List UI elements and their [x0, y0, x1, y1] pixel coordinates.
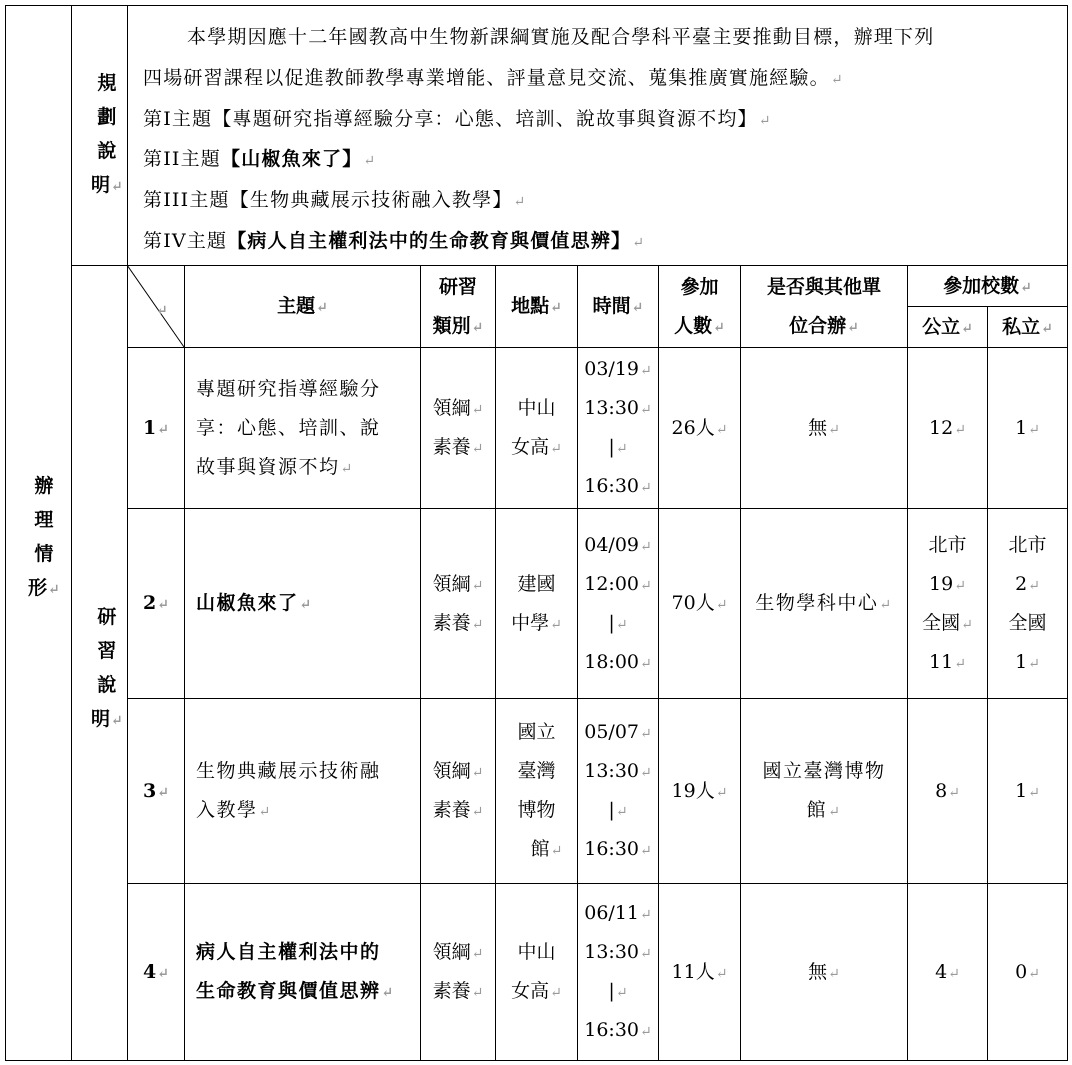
table-row-3-joint: 國立臺灣博物 館↵ — [762, 760, 886, 821]
header-topic: 主題↵ — [277, 295, 328, 317]
table-row-1-time: 03/19↵ 13:30↵ |↵ 16:30↵ — [584, 358, 652, 497]
table-row-3-no: 3↵ — [143, 779, 169, 802]
table-row-4-private: 0↵ — [1015, 960, 1040, 983]
table-row-2-topic: 山椒魚來了↵ — [196, 592, 313, 614]
table-row-4-public: 4↵ — [935, 960, 960, 983]
table-row-1-joint: 無↵ — [808, 416, 840, 439]
plan-theme-1: 第I主題【專題研究指導經驗分享：心態、培訓、說故事與資源不均】↵ — [143, 108, 772, 130]
table-row-3-count: 19人↵ — [671, 779, 728, 802]
border-right — [1067, 5, 1068, 1061]
table-row-4-place: 中山 女高↵ — [511, 941, 562, 1002]
table-row-2-private: 北市 2↵ 全國 1↵ — [1008, 533, 1047, 673]
border-top — [5, 5, 1068, 6]
plan-theme-2: 第II主題【山椒魚來了】↵ — [143, 148, 377, 170]
header-joint: 是否與其他單 位合辦↵ — [766, 275, 881, 337]
table-row-4-time: 06/11↵ 13:30↵ |↵ 16:30↵ — [584, 902, 652, 1041]
table-row-4-count: 11人↵ — [671, 960, 728, 983]
table-row-1-type: 領綱↵ 素養↵ — [432, 397, 484, 458]
plan-line-2: 四場研習課程以促進教師教學專業增能、評量意見交流、蒐集推廣實施經驗。↵ — [143, 67, 844, 89]
section-label-outer: 辦 理 情 形↵ — [28, 475, 60, 599]
table-row-1-place: 中山 女高↵ — [511, 397, 562, 458]
table-row-2-no: 2↵ — [143, 592, 169, 614]
corner-mark: ↵ — [156, 303, 168, 319]
table-row-3-time: 05/07↵ 13:30↵ |↵ 16:30↵ — [584, 721, 652, 860]
border-bottom — [5, 1060, 1068, 1061]
table-row-2-public: 北市 19↵ 全國↵ 11↵ — [922, 533, 973, 673]
border-col3 — [127, 5, 128, 265]
border-col2 — [71, 5, 72, 1061]
table-row-4-type: 領綱↵ 素養↵ — [432, 941, 484, 1002]
table-row-3-public: 8↵ — [935, 779, 960, 802]
section-label-study: 研 習 說 明↵ — [91, 606, 123, 730]
plan-line-1: 本學期因應十二年國教高中生物新課綱實施及配合學科平臺主要推動目標，辦理下列 — [187, 26, 935, 48]
header-private: 私立↵ — [1002, 315, 1053, 338]
header-type: 研習 類別↵ — [432, 275, 484, 337]
table-row-1-topic: 專題研究指導經驗分 享：心態、培訓、說 故事與資源不均↵ — [196, 377, 381, 478]
section-label-plan: 規 劃 說 明↵ — [91, 72, 123, 196]
border-left — [5, 5, 6, 1061]
table-row-2-place: 建國 中學↵ — [511, 572, 562, 634]
table-row-1-private: 1↵ — [1015, 416, 1040, 439]
table-row-4-joint: 無↵ — [808, 960, 840, 983]
header-public: 公立↵ — [922, 315, 973, 338]
header-time: 時間↵ — [592, 295, 644, 317]
table-row-2-count: 70人↵ — [671, 592, 728, 614]
header-count: 參加 人數↵ — [674, 275, 725, 337]
table-row-3-place: 國立 臺灣 博物 館↵ — [517, 721, 563, 860]
table-row-1-public: 12↵ — [929, 416, 966, 439]
table-row-3-type: 領綱↵ 素養↵ — [432, 760, 484, 821]
table-row-2-type: 領綱↵ 素養↵ — [432, 572, 484, 634]
table-row-2-joint: 生物學科中心↵ — [755, 592, 893, 614]
table-row-4-topic: 病人自主權利法中的 生命教育與價值思辨↵ — [196, 941, 395, 1002]
plan-theme-4: 第IV主題【病人自主權利法中的生命教育與價值思辨】↵ — [143, 230, 646, 252]
table-row-2-time: 04/09↵ 12:00↵ |↵ 18:00↵ — [584, 533, 652, 673]
table-row-1-no: 1↵ — [143, 416, 169, 439]
header-place: 地點↵ — [511, 295, 562, 317]
header-schools: 參加校數↵ — [943, 274, 1032, 297]
table-row-3-topic: 生物典藏展示技術融 入教學↵ — [196, 760, 381, 821]
plan-theme-3: 第III主題【生物典藏展示技術融入教學】↵ — [143, 189, 527, 211]
table-row-1-count: 26人↵ — [671, 416, 728, 439]
table-row-4-no: 4↵ — [143, 960, 169, 983]
table-row-3-private: 1↵ — [1015, 779, 1040, 802]
